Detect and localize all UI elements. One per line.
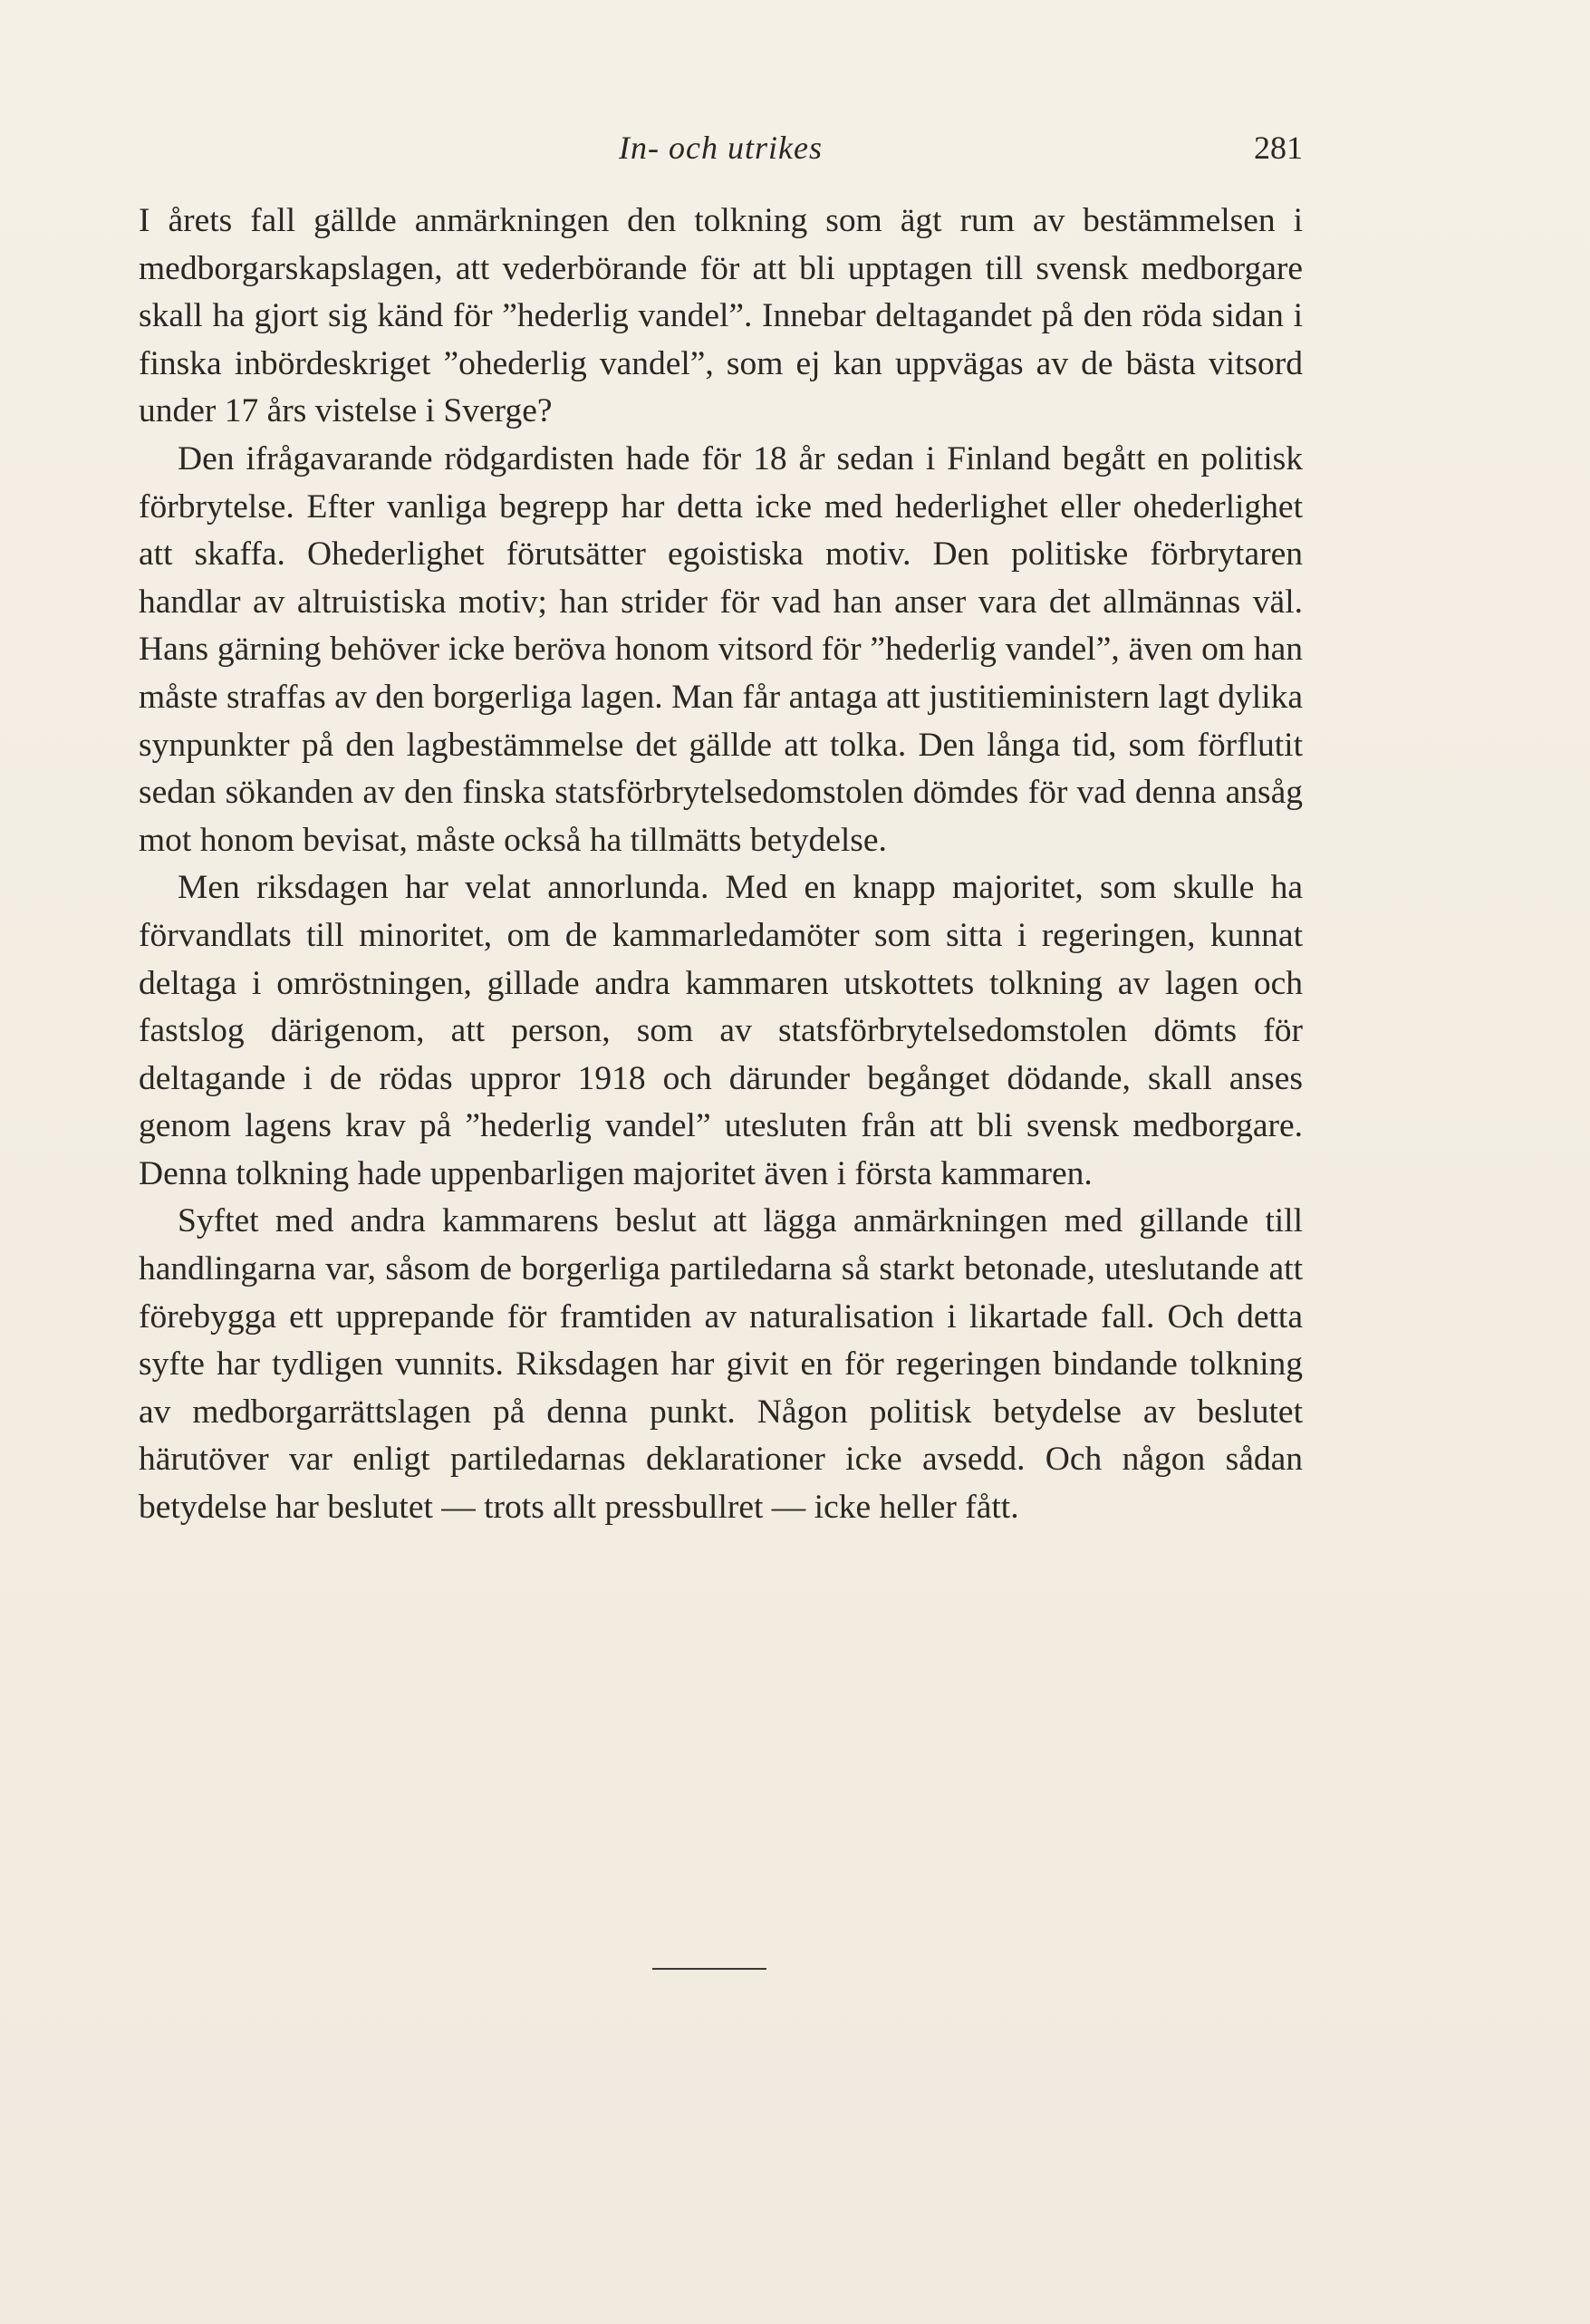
paragraph-4: Syftet med andra kammarens beslut att lägga anmärkningen med gillande till handlingarna var, såsom de borgerliga partiledarna så starkt betonade, uteslutande att förebygga ett upprepande för framtiden av naturalisation i likartade fall. Och detta syfte har tydligen vunnits. Riksdagen har givit en för regeringen bindande tolkning av medborgarrättslagen på denna punkt. Någon politisk betydelse av beslutet härutöver var enligt partiledarnas deklarationer icke avsedd. Och någon sådan betydelse har beslutet — trots allt pressbullret — icke heller fått.: [139, 1202, 1303, 1527]
paragraph-2: Den ifrågavarande rödgardisten hade för 18 år sedan i Finland begått en politisk förbrytelse. Efter vanliga begrepp har detta icke med hederlighet eller ohederlighet att skaffa. Ohederlighet förutsätter egoistiska motiv. Den politiske förbrytaren handlar av altruistiska motiv; han strider för vad han anser vara det allmännas väl. Hans gärning behöver icke beröva honom vitsord för ”hederlig vandel”, även om han måste straffas av den borgerliga lagen. Man får antaga att justitieministern lagt dylika synpunkter på den lagbestämmelse det gällde att tolka. Den långa tid, som förflutit sedan sökanden av den finska statsförbrytelsedomstolen dömdes för vad denna ansåg mot honom bevisat, måste också ha tillmätts betydelse.: [139, 439, 1303, 859]
section-end-rule: [652, 1968, 766, 1970]
running-title: In- och utrikes: [619, 130, 823, 166]
page-number: 281: [1254, 130, 1303, 166]
body-text: [139, 198, 1303, 1532]
running-head: [139, 125, 1303, 179]
paragraph-3: Men riksdagen har velat annorlunda. Med en knapp majoritet, som skulle ha förvandlats till minoritet, om de kammarledamöter som sitta i regeringen, kunnat deltaga i omröstningen, gillade andra kammaren utskottets tolkning av lagen och fastslog därigenom, att person, som av statsförbrytelsedomstolen dömts för deltagande i de rödas uppror 1918 och därunder begånget dödande, skall anses genom lagens krav på ”hederlig vandel” utesluten från att bli svensk medborgare. Denna tolkning hade uppenbarligen majoritet även i första kammaren.: [139, 869, 1303, 1192]
paragraph-1: I årets fall gällde anmärkningen den tolkning som ägt rum av bestämmelsen i medborgarskapslagen, att vederbörande för att bli upptagen till svensk medborgare skall ha gjort sig känd för ”hederlig vandel”. Innebar deltagandet på den röda sidan i finska inbördeskriget ”ohederlig vandel”, som ej kan uppvägas av de bästa vitsord under 17 års vistelse i Sverge?: [139, 202, 1303, 430]
